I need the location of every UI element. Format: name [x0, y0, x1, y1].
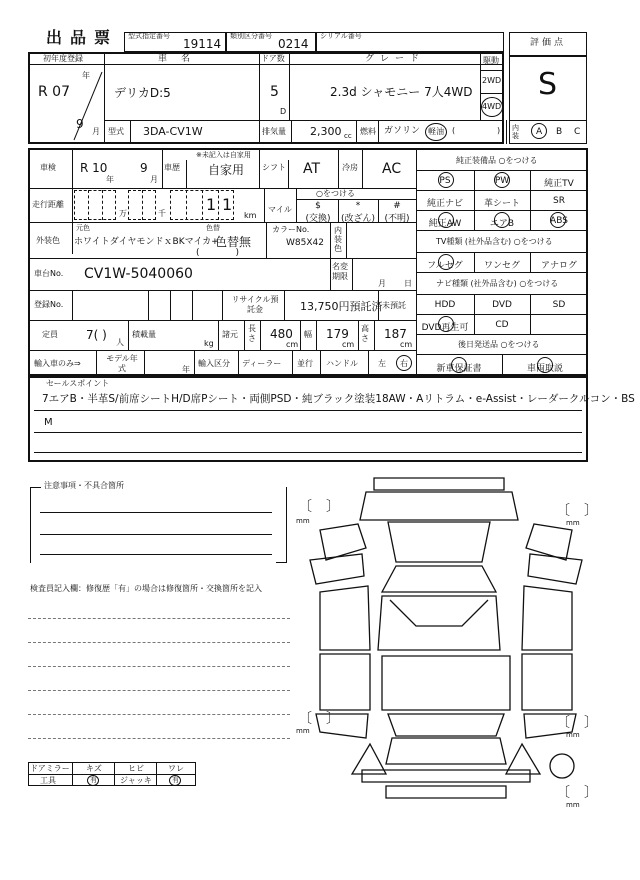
- import-right-circle: [396, 355, 412, 371]
- navi-dvd-play-circle: [438, 316, 454, 332]
- caution-bracket-left: [30, 487, 41, 563]
- hgt-value: 187: [384, 327, 407, 341]
- history-note: ※未記入は自家用: [196, 151, 251, 159]
- fuel-diesel: 軽油: [428, 127, 444, 136]
- mileage-man: 万: [119, 209, 127, 218]
- meigi-label: 名変期限: [332, 262, 348, 281]
- equip-sr: SR: [553, 196, 565, 206]
- equip-navi: 純正ナビ: [426, 199, 463, 209]
- navi-dvd-play: DVD再生可: [421, 323, 469, 333]
- interior-c: C: [574, 127, 581, 137]
- len-unit: cm: [286, 340, 299, 349]
- mileage-sen: 千: [158, 209, 166, 218]
- load-label: 積載量: [132, 330, 156, 339]
- later-warranty: 新車保証書: [436, 364, 482, 374]
- interior-a-circle: [531, 123, 547, 139]
- car-damage-diagram: [296, 474, 596, 804]
- shift-label: シフト: [262, 163, 286, 172]
- mileage-man-box: [74, 190, 116, 220]
- shift-value: AT: [303, 161, 321, 177]
- mileage-digit-2: 1: [222, 195, 233, 214]
- model-label: 型式: [108, 127, 124, 136]
- model-value: 3DA-CV1W: [143, 125, 203, 138]
- color-no-label: カラーNo.: [272, 225, 310, 234]
- interior-label: 内装: [512, 124, 519, 140]
- import-year: 年: [182, 365, 190, 374]
- drive-4wd-circle: [481, 97, 503, 117]
- shaken-month: 9: [140, 161, 148, 175]
- ruibetsu-value: 0214: [278, 37, 309, 51]
- int-color-label: 内装色: [334, 226, 342, 253]
- later-manual-circle: [537, 357, 553, 373]
- tire-rear-right-bracket: 〔 〕: [556, 715, 598, 731]
- sales-line-2: M: [44, 417, 53, 428]
- drive-label: 駆動: [483, 56, 499, 65]
- rating-value: S: [538, 67, 558, 102]
- legend-scratch: キズ: [86, 764, 102, 773]
- legend-break: ワレ: [168, 764, 184, 773]
- recycle-value: 13,750円預託済: [300, 300, 383, 313]
- orig-color-value: ホワイトダイヤモンドｘBKマイカ+: [74, 237, 219, 247]
- import-handle: ハンドル: [326, 359, 358, 368]
- import-label: 輸入車のみ⇒: [34, 359, 81, 368]
- mileage-opt-exchange-sym: $: [315, 201, 321, 211]
- import-kubun: 輸入区分: [198, 359, 230, 368]
- shaken-year-unit: 年: [106, 175, 114, 184]
- drive-2wd: 2WD: [482, 76, 502, 85]
- equip-airbag: エアB: [489, 219, 515, 229]
- mileage-opt-unknown-sym: #: [393, 201, 401, 211]
- tv-fullseg-circle: [438, 254, 454, 270]
- month-unit: 月: [92, 127, 100, 136]
- later-title: 後日発送品 ○をつける: [458, 340, 540, 349]
- mileage-label: 走行距離: [32, 200, 64, 209]
- mileage-circle-note: ○をつける: [316, 189, 355, 198]
- hgt-label: 高さ: [361, 324, 369, 343]
- dim-label: 諸元: [222, 330, 238, 339]
- tire-spare-bracket: 〔 〕: [556, 785, 598, 801]
- navi-sd: SD: [552, 300, 566, 310]
- equip-airbag-circle: [494, 212, 510, 228]
- legend-door-mirror: ドアミラー: [30, 764, 70, 773]
- shaken-label: 車検: [40, 163, 56, 172]
- later-warranty-circle: [451, 357, 467, 373]
- fuel-diesel-circle: [425, 123, 447, 141]
- equip-leather: 革シート: [483, 199, 520, 209]
- inspector-label: 検査員記入欄：修復歴「有」の場合は修復箇所・交換箇所を記入: [30, 584, 262, 593]
- chassis-label: 車台No.: [34, 269, 64, 278]
- mileage-mile: マイル: [268, 205, 292, 214]
- sheet-title: 出品票: [46, 28, 119, 47]
- capacity-label: 定員: [42, 330, 58, 339]
- equip-aw-circle: [438, 212, 454, 228]
- equip-abs-circle: [550, 212, 566, 228]
- doors-d: D: [280, 107, 287, 116]
- capacity-value: 7( ): [86, 328, 107, 342]
- tv-analog: アナログ: [540, 261, 577, 271]
- ac-label: 冷房: [342, 163, 358, 172]
- import-right: 右: [400, 359, 408, 368]
- meigi-month: 月: [378, 279, 386, 288]
- disp-value: 2,300: [310, 125, 342, 138]
- equip-tv: 純正TV: [544, 179, 574, 189]
- navi-cd: CD: [495, 320, 509, 330]
- wid-label: 幅: [304, 330, 312, 339]
- import-left: 左: [378, 359, 386, 368]
- mileage-opt-exchange: (交換): [305, 214, 331, 224]
- car-name-label: 車名: [158, 54, 205, 64]
- load-unit: kg: [204, 339, 214, 348]
- tire-front-right-mm: mm: [566, 519, 580, 527]
- len-value: 480: [270, 327, 293, 341]
- tv-title: TV種類 (社外品含む) ○をつける: [436, 237, 553, 246]
- katashiki-value: 19114: [183, 37, 222, 51]
- wid-unit: cm: [342, 340, 355, 349]
- tire-rear-left-mm: mm: [296, 727, 310, 735]
- equip-ps-circle: [438, 172, 454, 188]
- section-sales-point: [28, 376, 588, 462]
- legend-tools-circle: [87, 775, 99, 786]
- tv-fullseg: フルセグ: [427, 261, 463, 271]
- grade-value: 2.3d シャモニー 7人4WD: [330, 85, 473, 99]
- interior-a: A: [536, 127, 543, 137]
- tire-front-left-bracket: 〔 〕: [298, 499, 340, 515]
- mileage-digit-1: 1: [206, 195, 217, 214]
- capacity-unit: 人: [116, 338, 124, 347]
- tire-front-right-bracket: 〔 〕: [556, 503, 598, 519]
- legend-jack-circle: [169, 775, 181, 786]
- import-dealer: ディーラー: [242, 359, 282, 368]
- grade-label: グレード: [365, 54, 426, 64]
- katashiki-label: 型式指定番号: [128, 32, 170, 40]
- recycle-label: リサイクル預託金: [231, 295, 279, 314]
- equip-pw-circle: [494, 172, 510, 188]
- history-label: 車歴: [164, 163, 180, 172]
- rating-label: 評価点: [530, 38, 567, 48]
- equip-pw: PW: [494, 176, 510, 186]
- sales-label: セールスポイント: [46, 379, 110, 388]
- shaken-value: R 10: [80, 161, 108, 175]
- car-name-value: デリカD:5: [114, 86, 171, 100]
- first-reg-label: 初年度登録: [43, 54, 83, 63]
- legend-tools: 工具: [40, 776, 56, 785]
- import-model-year: モデル年式: [106, 354, 138, 373]
- mileage-opt-altered: (改ざん): [340, 214, 376, 224]
- disp-label: 排気量: [262, 127, 286, 136]
- history-value: 自家用: [208, 163, 245, 177]
- color-label: 外装色: [36, 236, 60, 245]
- color-no-value: W85X42: [286, 238, 324, 248]
- meigi-day: 日: [404, 279, 412, 288]
- legend-jack-value: 有: [172, 776, 179, 784]
- sales-line-1: 7エアB・半革S/前席シートH/D席Pシート・両側PSD・純ブラック塗装18AW・Aリトラム・e-Assist・レーダークルコン・BS: [42, 393, 635, 405]
- first-reg-era: R 07: [38, 84, 70, 100]
- recycle-unpaid: 未預託: [382, 301, 406, 310]
- genuine-title: 純正装備品 ○をつける: [456, 156, 538, 165]
- mileage-km: km: [244, 211, 257, 220]
- tv-oneseg: ワンセグ: [483, 261, 520, 271]
- mileage-opt-unknown: (不明): [384, 214, 410, 224]
- import-parallel: 並行: [297, 359, 313, 368]
- caution-label: 注意事項・不具合箇所: [44, 481, 124, 490]
- equip-ps: PS: [439, 176, 451, 186]
- navi-hdd: HDD: [434, 300, 456, 310]
- navi-title: ナビ種類 (社外品含む) ○をつける: [436, 279, 559, 288]
- tire-spare-mm: mm: [566, 801, 580, 809]
- len-label: 長さ: [248, 324, 256, 343]
- tire-front-left-mm: mm: [296, 517, 310, 525]
- fuel-label: 燃料: [360, 127, 376, 136]
- later-manual: 車両取説: [526, 364, 563, 374]
- mileage-opt-altered-sym: *: [355, 201, 361, 211]
- fuel-value: ガソリン: [384, 126, 421, 136]
- shaken-month-unit: 月: [150, 175, 158, 184]
- registration-label: 登録No.: [34, 300, 64, 309]
- doors-label: ドア数: [261, 54, 285, 63]
- chassis-value: CV1W-5040060: [84, 266, 193, 282]
- doors-value: 5: [270, 84, 279, 100]
- drive-4wd: 4WD: [482, 102, 502, 111]
- first-reg-month: 9: [76, 117, 84, 131]
- hgt-unit: cm: [400, 340, 413, 349]
- wid-value: 179: [326, 327, 349, 341]
- paint-label: 色替: [206, 224, 220, 232]
- disp-unit: cc: [344, 132, 352, 140]
- serial-label: シリアル番号: [320, 32, 362, 40]
- equip-aw: 純正AW: [428, 219, 462, 229]
- interior-b: B: [556, 127, 563, 137]
- caution-bracket-right: [276, 487, 287, 563]
- ac-value: AC: [382, 161, 402, 177]
- ruibetsu-label: 類別区分番号: [230, 32, 272, 40]
- equip-abs: ABS: [550, 216, 568, 226]
- tire-rear-right-mm: mm: [566, 731, 580, 739]
- legend-crack: ヒビ: [128, 764, 144, 773]
- legend-jack: ジャッキ: [120, 776, 152, 785]
- legend-tools-value: 有: [90, 776, 97, 784]
- tire-rear-left-bracket: 〔 〕: [298, 711, 340, 727]
- paint-value: 色替無: [215, 235, 252, 249]
- navi-dvd: DVD: [492, 300, 512, 310]
- year-unit: 年: [82, 71, 90, 80]
- orig-color-label: 元色: [76, 224, 90, 232]
- paint-paren: ( ): [196, 248, 240, 258]
